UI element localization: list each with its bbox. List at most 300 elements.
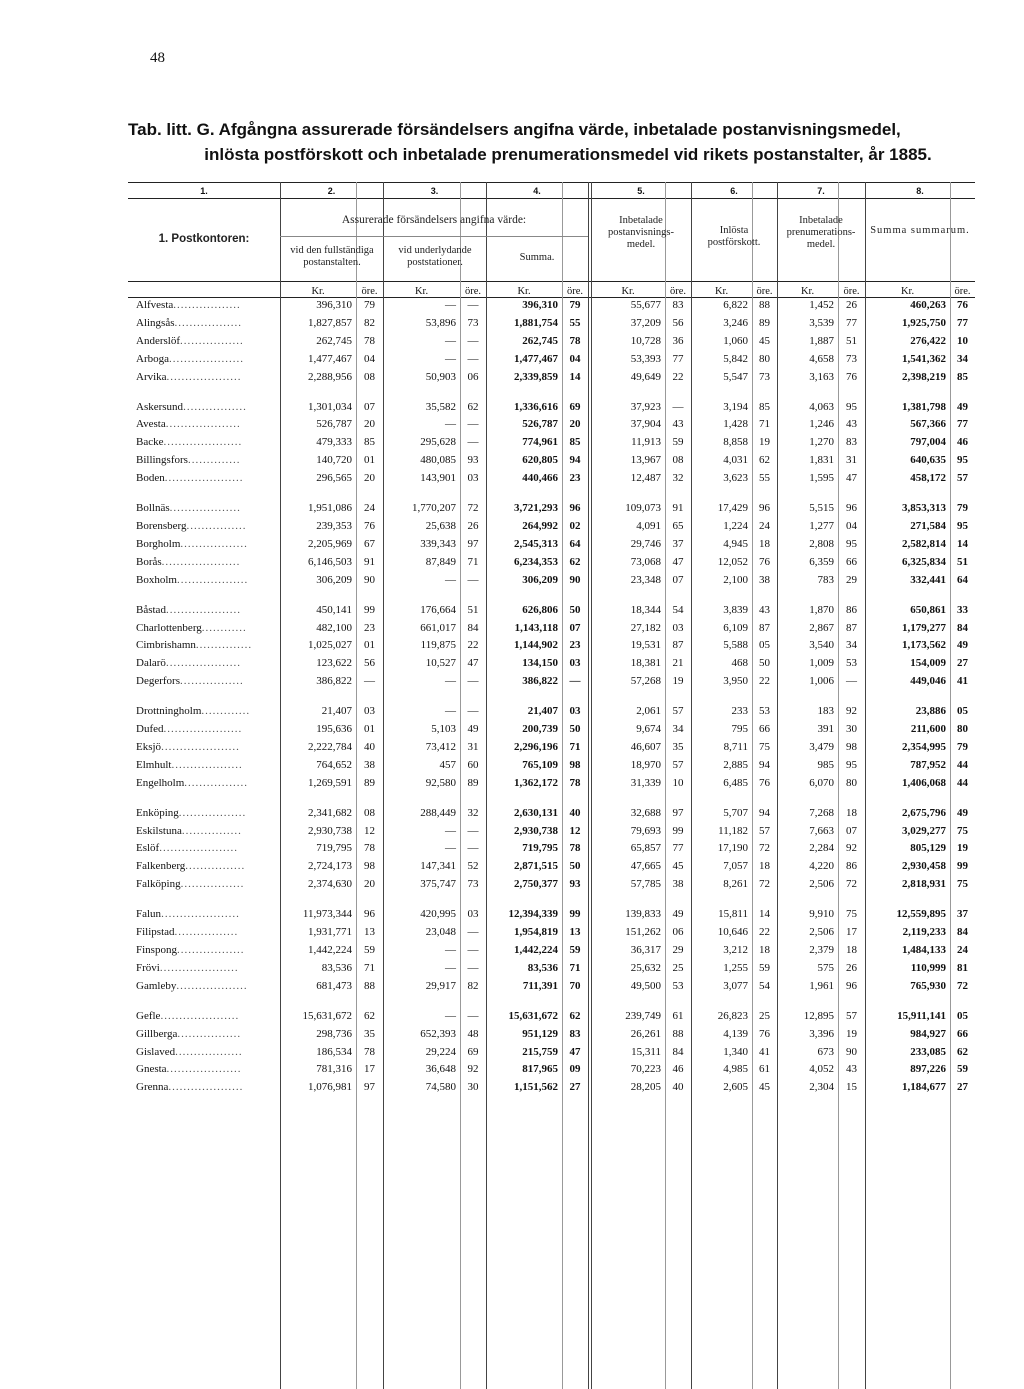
station-name bbox=[128, 518, 280, 536]
value-kr: 719,795 bbox=[522, 842, 558, 855]
value-kr: — bbox=[445, 299, 456, 311]
station-name bbox=[128, 858, 280, 876]
value-ore: 73 bbox=[467, 878, 479, 891]
value-kr: 1,870 bbox=[809, 603, 834, 616]
value-kr: 239,749 bbox=[625, 1009, 661, 1022]
table-row bbox=[128, 602, 975, 620]
value-kr: 7,268 bbox=[809, 806, 834, 819]
value-ore: 08 bbox=[672, 454, 684, 467]
table-row bbox=[128, 1061, 975, 1079]
value-ore: 40 bbox=[569, 806, 581, 819]
value-kr: 2,341,682 bbox=[308, 806, 352, 819]
value-ore: 31 bbox=[846, 454, 857, 467]
station-name-text: Filipstad bbox=[136, 926, 175, 939]
colnum-rule bbox=[128, 198, 975, 199]
value-kr: — bbox=[445, 824, 456, 837]
leader-dots: ............. bbox=[201, 705, 251, 718]
value-kr: 3,540 bbox=[809, 639, 834, 652]
value-ore: 73 bbox=[467, 316, 479, 329]
value-kr: 1,925,750 bbox=[902, 316, 946, 329]
value-kr: 143,901 bbox=[420, 472, 456, 485]
value-ore: 32 bbox=[467, 806, 479, 819]
value-kr: 3,163 bbox=[809, 370, 834, 383]
value-ore: 03 bbox=[467, 472, 479, 485]
value-kr: 9,910 bbox=[809, 908, 834, 921]
value-kr: 271,584 bbox=[910, 519, 946, 532]
value-ore: 64 bbox=[569, 537, 581, 550]
station-name bbox=[128, 297, 280, 315]
column-number: 3. bbox=[430, 186, 439, 196]
value-ore: 19 bbox=[672, 675, 684, 688]
value-ore: 90 bbox=[364, 573, 375, 586]
value-ore: 80 bbox=[759, 352, 770, 365]
value-ore: 87 bbox=[846, 621, 857, 634]
value-ore: — bbox=[467, 334, 479, 347]
unit-ore: öre. bbox=[361, 286, 378, 297]
value-ore: 13 bbox=[364, 926, 375, 939]
value-ore: — bbox=[467, 352, 479, 365]
value-kr: 57,268 bbox=[630, 675, 661, 688]
station-name-text: Dalarö bbox=[136, 657, 166, 670]
value-ore: 77 bbox=[672, 352, 684, 365]
value-ore: 84 bbox=[467, 621, 479, 634]
value-kr: 8,261 bbox=[723, 878, 748, 891]
station-name bbox=[128, 500, 280, 518]
value-ore: 89 bbox=[759, 316, 770, 329]
station-name-text: Grenna bbox=[136, 1081, 169, 1094]
value-ore: 47 bbox=[569, 1045, 581, 1058]
value-kr: 8,858 bbox=[723, 436, 748, 449]
value-kr: 11,182 bbox=[718, 824, 748, 837]
value-kr: 1,951,086 bbox=[308, 502, 352, 515]
value-kr: 4,052 bbox=[809, 1063, 834, 1076]
value-ore: 08 bbox=[364, 370, 375, 383]
value-ore: 99 bbox=[672, 824, 684, 837]
value-kr: 73,068 bbox=[630, 555, 661, 568]
value-ore: 07 bbox=[364, 400, 375, 413]
value-ore: 84 bbox=[672, 1045, 684, 1058]
station-name-text: Båstad bbox=[136, 603, 166, 616]
station-name-text: Elmhult bbox=[136, 758, 172, 771]
value-ore: — bbox=[467, 926, 479, 939]
value-ore: 88 bbox=[364, 979, 375, 992]
value-ore: 51 bbox=[957, 555, 968, 568]
value-ore: 90 bbox=[846, 1045, 857, 1058]
value-kr: 2,296,196 bbox=[514, 740, 558, 753]
value-ore: 50 bbox=[569, 603, 581, 616]
value-kr: 6,070 bbox=[809, 776, 834, 789]
value-ore: 25 bbox=[672, 961, 684, 974]
value-kr: 897,226 bbox=[910, 1063, 946, 1076]
value-ore: 62 bbox=[957, 1045, 968, 1058]
station-name-text: Gefle bbox=[136, 1009, 161, 1022]
table-row bbox=[128, 703, 975, 721]
value-ore: 66 bbox=[759, 723, 770, 736]
value-kr: 140,720 bbox=[316, 454, 352, 467]
value-ore: 92 bbox=[846, 842, 857, 855]
station-name bbox=[128, 1061, 280, 1079]
value-ore: 90 bbox=[569, 573, 581, 586]
value-ore: 18 bbox=[846, 806, 857, 819]
value-ore: 76 bbox=[759, 776, 770, 789]
value-kr: 386,822 bbox=[522, 675, 558, 688]
value-ore: 46 bbox=[957, 436, 968, 449]
value-kr: 119,875 bbox=[420, 639, 456, 652]
value-kr: 15,631,672 bbox=[508, 1009, 558, 1022]
value-kr: 2,284 bbox=[809, 842, 834, 855]
value-kr: 1,269,591 bbox=[308, 776, 352, 789]
value-ore: 07 bbox=[569, 621, 581, 634]
value-kr: 10,527 bbox=[425, 657, 456, 670]
value-ore: 61 bbox=[672, 1009, 684, 1022]
station-name-text: Bollnäs bbox=[136, 502, 170, 515]
value-kr: 37,923 bbox=[630, 400, 661, 413]
value-ore: 62 bbox=[364, 1009, 375, 1022]
unit-kr: Kr. bbox=[900, 286, 915, 297]
value-ore: 18 bbox=[759, 944, 770, 956]
column-number: 2. bbox=[327, 186, 336, 196]
value-ore: — bbox=[467, 299, 479, 311]
value-kr: 233,085 bbox=[910, 1045, 946, 1058]
value-ore: 83 bbox=[569, 1027, 581, 1040]
value-kr: 27,182 bbox=[630, 621, 661, 634]
station-name bbox=[128, 1026, 280, 1044]
value-kr: 7,057 bbox=[723, 860, 748, 873]
value-ore: 59 bbox=[569, 944, 581, 956]
value-kr: 1,477,467 bbox=[308, 352, 352, 365]
value-kr: 37,209 bbox=[630, 316, 661, 329]
value-kr: 18,970 bbox=[630, 758, 661, 771]
value-ore: 08 bbox=[364, 806, 375, 819]
value-kr: 795 bbox=[731, 723, 748, 736]
summa-header: Summa. bbox=[519, 252, 555, 263]
leader-dots: .................... bbox=[166, 1063, 242, 1076]
value-kr: 306,209 bbox=[522, 573, 558, 586]
value-kr: 787,952 bbox=[910, 758, 946, 771]
value-ore: 98 bbox=[846, 740, 857, 753]
value-kr: 1,009 bbox=[809, 657, 834, 670]
station-name bbox=[128, 434, 280, 452]
title-line-1: Tab. litt. G. Afgångna assurerade försändelsers angifna värde, inbetalade postanvisningsmedel, bbox=[128, 120, 901, 139]
value-kr: 1,006 bbox=[809, 675, 834, 688]
value-ore: 98 bbox=[569, 758, 581, 771]
value-kr: 123,622 bbox=[316, 657, 352, 670]
postanvisning-header: Inbetalade postanvisnings-medel. bbox=[608, 215, 674, 250]
value-ore: 99 bbox=[569, 908, 581, 921]
value-kr: 262,745 bbox=[316, 334, 352, 347]
station-name bbox=[128, 924, 280, 942]
value-ore: 55 bbox=[759, 472, 770, 485]
summa-summarum-header: Summa summarum. bbox=[870, 225, 970, 236]
value-ore: 02 bbox=[569, 519, 581, 532]
page-number: 48 bbox=[150, 50, 165, 66]
table-row bbox=[128, 470, 975, 488]
station-name bbox=[128, 757, 280, 775]
station-name-text: Gillberga bbox=[136, 1027, 178, 1040]
value-ore: 79 bbox=[957, 740, 968, 753]
value-ore: 47 bbox=[467, 657, 479, 670]
value-ore: 83 bbox=[672, 299, 684, 311]
top-rule bbox=[128, 182, 975, 183]
value-kr: 1,931,771 bbox=[308, 926, 352, 939]
value-kr: 23,348 bbox=[630, 573, 661, 586]
station-name-text: Frövi bbox=[136, 961, 160, 974]
value-ore: 19 bbox=[759, 436, 770, 449]
value-ore: 53 bbox=[759, 705, 770, 718]
value-kr: 1,954,819 bbox=[514, 926, 558, 939]
value-kr: 764,652 bbox=[316, 758, 352, 771]
value-ore: 82 bbox=[364, 316, 375, 329]
value-ore: 04 bbox=[569, 352, 581, 365]
unit-kr: Kr. bbox=[800, 286, 815, 297]
value-ore: 27 bbox=[957, 657, 968, 670]
station-name-text: Falkenberg bbox=[136, 860, 186, 873]
value-ore: 78 bbox=[364, 334, 375, 347]
table-row bbox=[128, 351, 975, 369]
value-kr: 2,061 bbox=[636, 705, 661, 718]
value-kr: 450,141 bbox=[316, 603, 352, 616]
table-row bbox=[128, 554, 975, 572]
value-ore: 97 bbox=[672, 806, 684, 819]
column-number: 8. bbox=[916, 186, 924, 196]
value-kr: 1,144,902 bbox=[514, 639, 558, 652]
value-ore: 38 bbox=[672, 878, 684, 891]
leader-dots: ................. bbox=[174, 926, 239, 939]
value-ore: 94 bbox=[759, 758, 770, 771]
table-row bbox=[128, 399, 975, 417]
leader-dots: ................... bbox=[176, 979, 248, 992]
value-kr: 32,688 bbox=[630, 806, 661, 819]
value-ore: 77 bbox=[957, 316, 968, 329]
value-ore: 99 bbox=[364, 603, 375, 616]
value-kr: 774,961 bbox=[522, 436, 558, 449]
value-kr: 2,100 bbox=[723, 573, 748, 586]
value-ore: 50 bbox=[759, 657, 770, 670]
value-ore: 82 bbox=[467, 979, 479, 992]
value-ore: 86 bbox=[846, 860, 857, 873]
value-kr: 2,930,738 bbox=[308, 824, 352, 837]
value-kr: 396,310 bbox=[316, 299, 352, 311]
value-kr: 1,340 bbox=[723, 1045, 748, 1058]
value-ore: 70 bbox=[569, 979, 581, 992]
station-name-text: Finspong bbox=[136, 944, 177, 956]
value-ore: 97 bbox=[364, 1081, 375, 1094]
leader-dots: ................. bbox=[184, 776, 249, 789]
value-ore: 10 bbox=[672, 776, 684, 789]
value-ore: 75 bbox=[957, 824, 968, 837]
value-ore: 72 bbox=[759, 878, 770, 891]
station-name-text: Arboga bbox=[136, 352, 169, 365]
station-name-text: Cimbrishamn bbox=[136, 639, 196, 652]
value-kr: 1,076,981 bbox=[308, 1081, 352, 1094]
value-ore: 49 bbox=[957, 806, 968, 819]
value-kr: 661,017 bbox=[420, 621, 456, 634]
postforskott-header: Inlösta postförskott. bbox=[707, 225, 761, 248]
value-ore: 03 bbox=[467, 908, 479, 921]
value-ore: 34 bbox=[672, 723, 684, 736]
value-ore: 30 bbox=[467, 1081, 479, 1094]
value-ore: 24 bbox=[957, 944, 968, 956]
table-row bbox=[128, 876, 975, 894]
leader-dots: .................... bbox=[169, 352, 244, 365]
station-name-text: Dufed bbox=[136, 723, 164, 736]
value-ore: 20 bbox=[364, 418, 375, 431]
value-kr: 2,288,956 bbox=[308, 370, 352, 383]
value-kr: 288,449 bbox=[420, 806, 456, 819]
value-kr: 2,379 bbox=[809, 944, 834, 956]
table-row bbox=[128, 775, 975, 793]
value-kr: 26,261 bbox=[630, 1027, 661, 1040]
value-ore: 44 bbox=[957, 758, 968, 771]
value-ore: 78 bbox=[569, 334, 581, 347]
table-row bbox=[128, 655, 975, 673]
value-kr: 211,600 bbox=[910, 723, 946, 736]
value-kr: 1,381,798 bbox=[902, 400, 946, 413]
value-kr: 12,559,895 bbox=[896, 908, 946, 921]
value-kr: 183 bbox=[817, 705, 834, 718]
value-kr: 53,393 bbox=[630, 352, 661, 365]
value-kr: 2,354,995 bbox=[902, 740, 946, 753]
value-ore: 19 bbox=[957, 842, 968, 855]
group-spacer bbox=[128, 590, 975, 602]
station-name-text: Enköping bbox=[136, 806, 179, 819]
value-ore: 95 bbox=[957, 454, 968, 467]
value-ore: 19 bbox=[846, 1027, 857, 1040]
value-ore: 45 bbox=[759, 334, 770, 347]
leader-dots: ..................... bbox=[163, 723, 243, 736]
column-number: 1. bbox=[200, 186, 208, 196]
value-kr: 781,316 bbox=[316, 1063, 352, 1076]
value-ore: — bbox=[569, 675, 581, 688]
value-kr: 2,119,233 bbox=[902, 926, 946, 939]
value-ore: 22 bbox=[467, 639, 479, 652]
value-ore: 03 bbox=[364, 705, 375, 718]
value-ore: 26 bbox=[846, 299, 857, 311]
value-ore: 47 bbox=[672, 555, 684, 568]
value-ore: 95 bbox=[846, 758, 857, 771]
value-ore: 71 bbox=[467, 555, 479, 568]
group-spacer bbox=[128, 691, 975, 703]
value-ore: 24 bbox=[759, 519, 770, 532]
value-ore: 98 bbox=[364, 860, 375, 873]
value-ore: 75 bbox=[846, 908, 857, 921]
value-kr: 49,500 bbox=[630, 979, 661, 992]
value-ore: 05 bbox=[759, 639, 770, 652]
value-ore: 95 bbox=[846, 400, 857, 413]
value-kr: 23,048 bbox=[425, 926, 456, 939]
station-name-text: Alingsås bbox=[136, 316, 175, 329]
value-ore: — bbox=[467, 842, 479, 855]
station-name bbox=[128, 1079, 280, 1097]
value-kr: 6,359 bbox=[809, 555, 834, 568]
value-ore: 45 bbox=[672, 860, 684, 873]
value-kr: 4,985 bbox=[723, 1063, 748, 1076]
table-row bbox=[128, 620, 975, 638]
value-ore: 41 bbox=[759, 1045, 770, 1058]
value-ore: 21 bbox=[672, 657, 684, 670]
value-kr: 151,262 bbox=[625, 926, 661, 939]
value-ore: 37 bbox=[672, 537, 684, 550]
table-row bbox=[128, 823, 975, 841]
table-row bbox=[128, 536, 975, 554]
value-kr: 1,362,172 bbox=[514, 776, 558, 789]
value-ore: 22 bbox=[672, 370, 684, 383]
value-ore: 38 bbox=[759, 573, 770, 586]
value-kr: 3,396 bbox=[809, 1027, 834, 1040]
value-ore: 14 bbox=[569, 370, 581, 383]
value-kr: 264,992 bbox=[522, 519, 558, 532]
value-ore: 89 bbox=[467, 776, 479, 789]
value-kr: 1,961 bbox=[809, 979, 834, 992]
value-kr: 2,808 bbox=[809, 537, 834, 550]
value-kr: 53,896 bbox=[425, 316, 456, 329]
value-kr: 11,973,344 bbox=[302, 908, 352, 921]
value-kr: 526,787 bbox=[522, 418, 558, 431]
value-kr: 15,911,141 bbox=[897, 1009, 946, 1022]
station-name-text: Falun bbox=[136, 908, 162, 921]
value-kr: 295,628 bbox=[420, 436, 456, 449]
value-kr: 55,677 bbox=[630, 299, 661, 311]
value-kr: 673 bbox=[817, 1045, 834, 1058]
value-ore: 43 bbox=[672, 418, 684, 431]
value-ore: 50 bbox=[569, 723, 581, 736]
leader-dots: ................... bbox=[171, 758, 243, 771]
value-ore: 95 bbox=[846, 537, 857, 550]
value-kr: 36,317 bbox=[630, 944, 661, 956]
value-kr: 457 bbox=[439, 758, 456, 771]
value-ore: 53 bbox=[846, 657, 857, 670]
value-kr: 70,223 bbox=[630, 1063, 661, 1076]
table-row bbox=[128, 1008, 975, 1026]
unit-kr: Kr. bbox=[621, 286, 635, 297]
value-ore: 05 bbox=[957, 705, 968, 718]
station-name-text: Charlottenberg bbox=[136, 621, 202, 634]
value-ore: 75 bbox=[957, 878, 968, 891]
value-kr: 15,631,672 bbox=[302, 1009, 352, 1022]
value-kr: 276,422 bbox=[910, 334, 946, 347]
value-kr: 296,565 bbox=[316, 472, 352, 485]
value-kr: 650,861 bbox=[910, 603, 946, 616]
station-name-text: Eskilstuna bbox=[136, 824, 182, 837]
leader-dots: ................ bbox=[185, 860, 246, 873]
value-ore: 01 bbox=[364, 454, 375, 467]
value-ore: 78 bbox=[569, 776, 581, 789]
value-kr: 479,333 bbox=[316, 436, 352, 449]
value-ore: 04 bbox=[364, 352, 375, 365]
value-ore: 77 bbox=[672, 842, 684, 855]
value-kr: 74,580 bbox=[425, 1081, 456, 1094]
data-table bbox=[128, 297, 975, 1097]
station-name-text: Gislaved bbox=[136, 1045, 176, 1058]
value-ore: 84 bbox=[957, 621, 968, 634]
table-row bbox=[128, 739, 975, 757]
value-ore: 37 bbox=[957, 908, 968, 921]
value-ore: 29 bbox=[846, 573, 857, 586]
value-ore: 05 bbox=[957, 1009, 968, 1022]
value-kr: 4,658 bbox=[809, 352, 834, 365]
value-ore: 85 bbox=[957, 370, 968, 383]
value-ore: 46 bbox=[672, 1063, 684, 1076]
column-number: 4. bbox=[533, 186, 541, 196]
value-kr: 10,728 bbox=[630, 334, 661, 347]
value-ore: 03 bbox=[672, 621, 684, 634]
station-name-text: Alfvesta bbox=[136, 299, 174, 311]
value-kr: 1,887 bbox=[809, 334, 834, 347]
value-ore: — bbox=[846, 675, 857, 688]
value-ore: — bbox=[467, 1009, 479, 1022]
leader-dots: .................... bbox=[165, 418, 241, 431]
value-kr: 2,605 bbox=[723, 1081, 748, 1094]
